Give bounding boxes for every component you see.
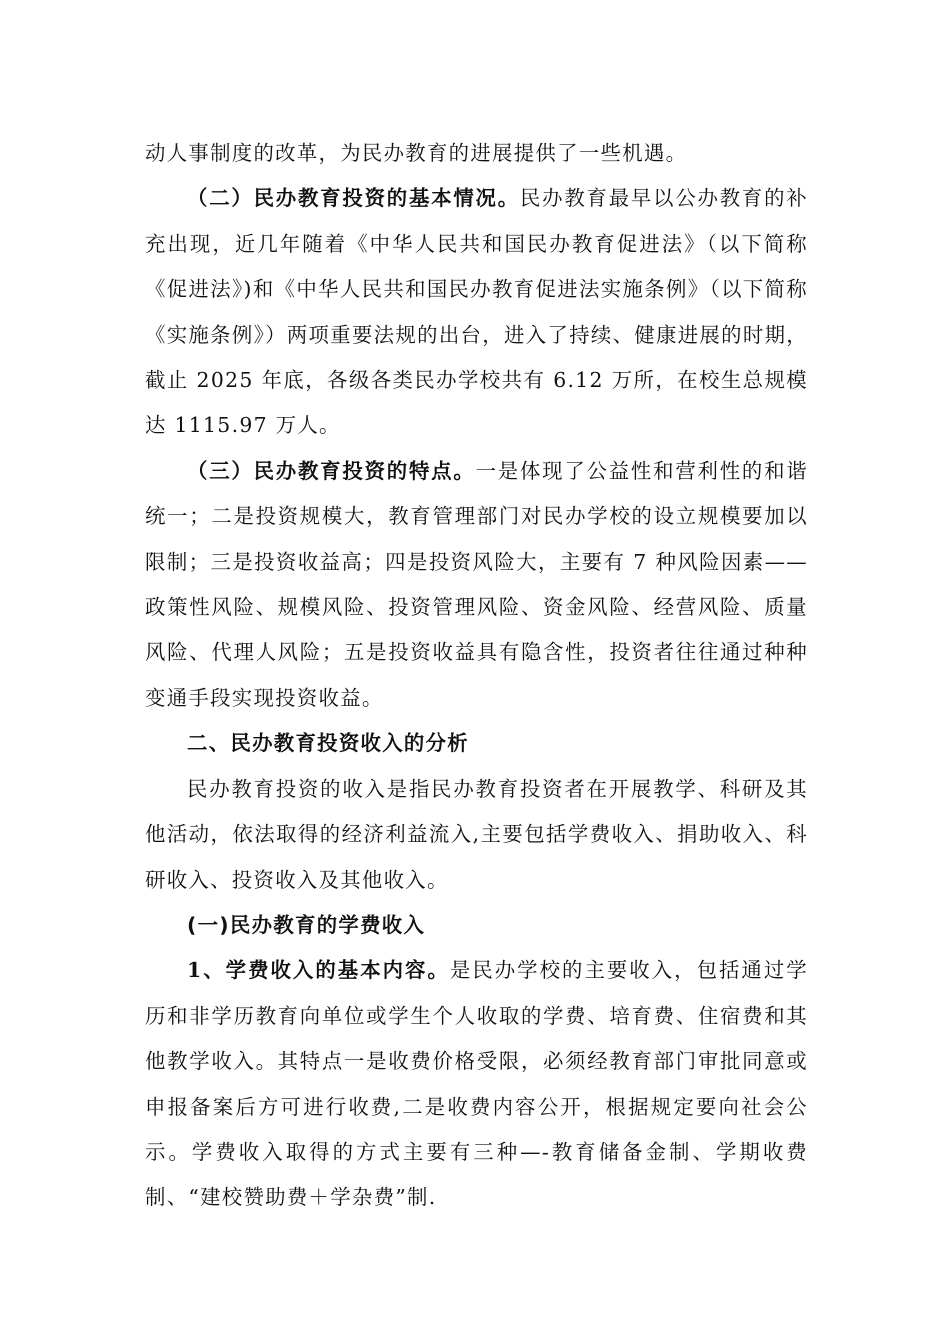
paragraph-text: 民办教育投资的收入是指民办教育投资者在开展教学、科研及其他活动，依法取得的经济利益流入,主要包括学费收入、捐助收入、科研收入、投资收入及其他收入。 — [145, 776, 808, 892]
paragraph-characteristics — [145, 449, 808, 721]
paragraph-heading: （三）民办教育投资的特点。 — [187, 458, 476, 483]
paragraph-income-definition — [145, 767, 808, 903]
paragraph-heading: （二）民办教育投资的基本情况。 — [187, 186, 520, 211]
subsection-title: (一)民办教育的学费收入 — [187, 912, 426, 937]
paragraph-text: 是民办学校的主要收入，包括通过学历和非学历教育向单位或学生个人收取的学费、培育费、住宿费和其他教学收入。其特点一是收费价格受限，必须经教育部门审批同意或申报备案后方可进行收费,二是收费内容公开，根据规定要向社会公示。学费收入取得的方式主要有三种—-教育储备金制、学期收费制、“建校赞助费＋学杂费”制. — [145, 958, 808, 1210]
paragraph-text: 一是体现了公益性和营利性的和谐统一；二是投资规模大，教育管理部门对民办学校的设立规模要加以限制；三是投资收益高；四是投资风险大，主要有 7 种风险因素——政策性风险、规模风险、投资管理风险、资金风险、经营风险、质量风险、代理人风险；五是投资收益具有隐含性，投资者往往通过种种变通手段实现投资收益。 — [145, 458, 809, 710]
paragraph-heading: 1、学费收入的基本内容。 — [187, 958, 450, 983]
document-page — [145, 131, 808, 1221]
paragraph-text: 民办教育最早以公办教育的补充出现，近几年随着《中华人民共和国民办教育促进法》（以下简称《促进法》)和《中华人民共和国民办教育促进法实施条例》（以下简称《实施条例》）两项重要法规的出台，进入了持续、健康进展的时期，截止 2025 年底，各级各类民办学校共有 6.12 万所，在校生总规模达 1115.97 万人。 — [145, 186, 808, 438]
paragraph-text: 动人事制度的改革，为民办教育的进展提供了一些机遇。 — [145, 141, 688, 165]
section-title: 二、民办教育投资收入的分析 — [187, 731, 469, 756]
paragraph-tuition-content — [145, 948, 808, 1220]
paragraph-basic-situation — [145, 176, 808, 448]
paragraph-continuation — [145, 131, 808, 176]
